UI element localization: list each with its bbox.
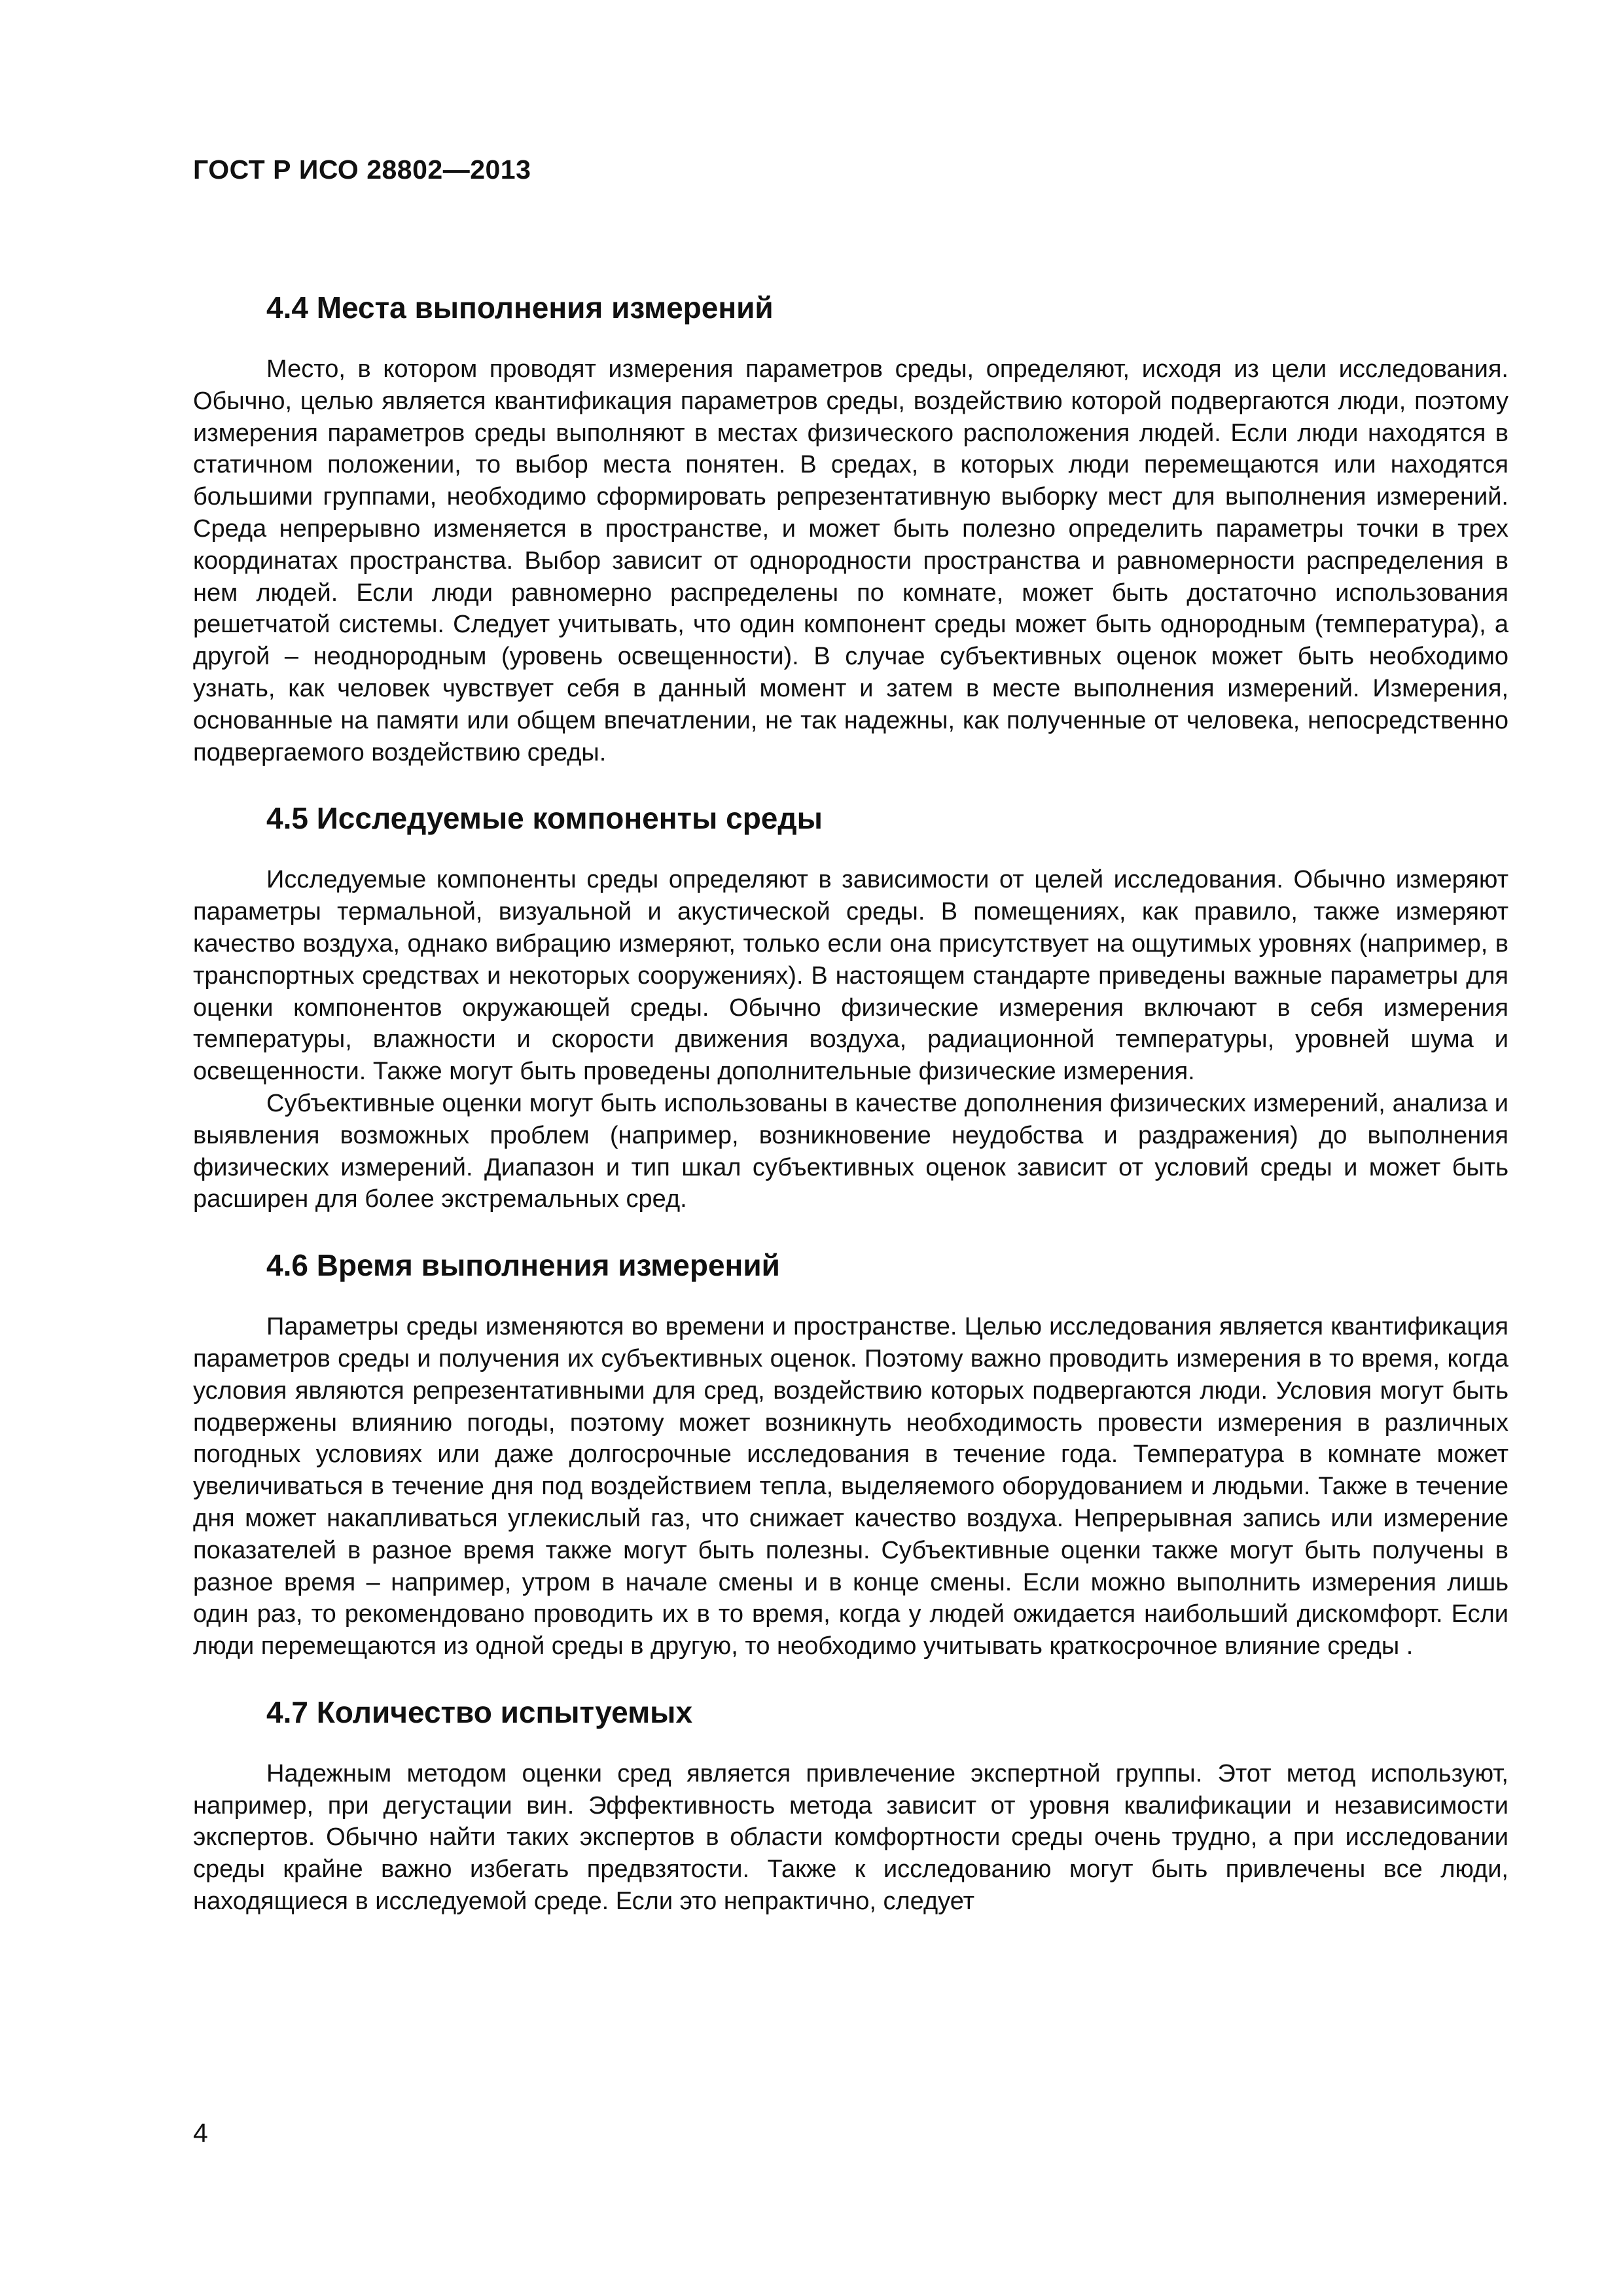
document-body [193, 288, 1508, 1948]
paragraph: Субъективные оценки могут быть использованы в качестве дополнения физических измерений, анализа и выявления возможных проблем (например, возникновение неудобства и раздражения) до выполнения физических измерений. Диапазон и тип шкал субъективных оценок зависит от условий среды и может быть расширен для более экстремальных сред. [193, 1089, 1508, 1213]
section-title: 4.7 Количество испытуемых [266, 1695, 693, 1729]
section-4-7 [193, 1693, 1508, 1918]
section-4-4 [193, 288, 1508, 768]
section-4-6 [193, 1246, 1508, 1662]
section-title: 4.5 Исследуемые компоненты среды [266, 801, 823, 836]
section-4-5 [193, 798, 1508, 1215]
paragraph: Место, в котором проводят измерения параметров среды, определяют, исходя из цели исследования. Обычно, целью является квантификация параметров среды, воздействию которой подвергаются люди, поэтому измерения параметров среды выполняют в местах физического расположения людей. Если люди находятся в статичном положении, то выбор места понятен. В средах, в которых люди перемещаются или находятся большими группами, необходимо сформировать репрезентативную выборку мест для выполнения измерений. Среда непрерывно изменяется в пространстве, и может быть полезно определить параметры точки в трех координатах пространства. Выбор зависит от однородности пространства и равномерности распределения в нем людей. Если люди равномерно распределены по комнате, может быть достаточно использования решетчатой системы. Следует учитывать, что один компонент среды может быть однородным (температура), а другой – неоднородным (уровень освещенности). В случае субъективных оценок может быть необходимо узнать, как человек чувствует себя в данный момент и затем в месте выполнения измерений. Измерения, основанные на памяти или общем впечатлении, не так надежны, как полученные от человека, непосредственно подвергаемого воздействию среды. [193, 355, 1508, 766]
paragraph: Исследуемые компоненты среды определяют в зависимости от целей исследования. Обычно измеряют параметры термальной, визуальной и акустической среды. В помещениях, как правило, также измеряют качество воздуха, однако вибрацию измеряют, только если она присутствует на ощутимых уровнях (например, в транспортных средствах и некоторых сооружениях). В настоящем стандарте приведены важные параметры для оценки компонентов окружающей среды. Обычно физические измерения включают в себя измерения температуры, влажности и скорости движения воздуха, радиационной температуры, уровней шума и освещенности. Также могут быть проведены дополнительные физические измерения. [193, 866, 1508, 1086]
paragraph: Надежным методом оценки сред является привлечение экспертной группы. Этот метод используют, например, при дегустации вин. Эффективность метода зависит от уровня квалификации и независимости экспертов. Обычно найти таких экспертов в области комфортности среды очень трудно, а при исследовании среды крайне важно избегать предвзятости. Также к исследованию могут быть привлечены все люди, находящиеся в исследуемой среде. Если это непрактично, следует [193, 1759, 1508, 1916]
document-header: ГОСТ Р ИСО 28802—2013 [193, 154, 531, 185]
section-title: 4.4 Места выполнения измерений [266, 291, 774, 325]
page-number: 4 [193, 2118, 208, 2148]
section-title: 4.6 Время выполнения измерений [266, 1248, 780, 1283]
paragraph: Параметры среды изменяются во времени и пространстве. Целью исследования является квантификация параметров среды и получения их субъективных оценок. Поэтому важно проводить измерения в то время, когда условия являются репрезентативными для сред, воздействию которых подвергаются люди. Условия могут быть подвержены влиянию погоды, поэтому может возникнуть необходимость провести измерения в различных погодных условиях или даже долгосрочные исследования в течение года. Температура в комнате может увеличиваться в течение дня под воздействием тепла, выделяемого оборудованием и людьми. Также в течение дня может накапливаться углекислый газ, что снижает качество воздуха. Непрерывная запись или измерение показателей в разное время также могут быть полезны. Субъективные оценки также могут быть получены в разное время – например, утром в начале смены и в конце смены. Если можно выполнить измерения лишь один раз, то рекомендовано проводить их в то время, когда у людей ожидается наибольший дискомфорт. Если люди перемещаются из одной среды в другую, то необходимо учитывать краткосрочное влияние среды . [193, 1313, 1508, 1660]
